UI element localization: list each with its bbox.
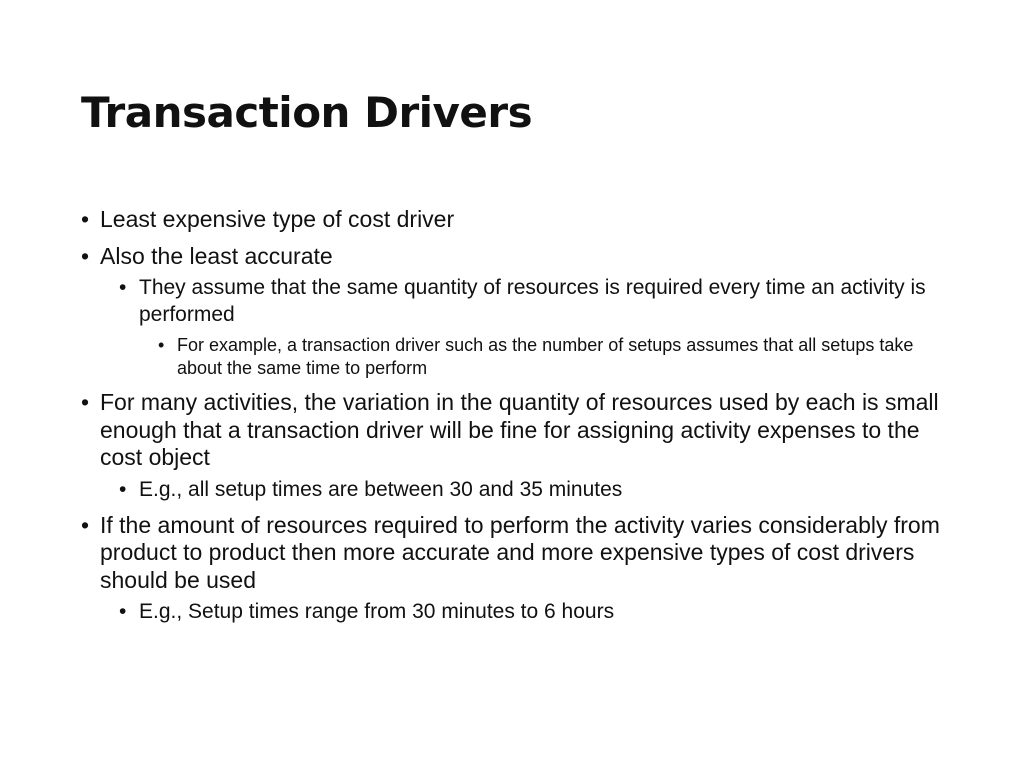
bullet-dot-icon: • bbox=[119, 276, 127, 299]
bullet-text: Also the least accurate bbox=[100, 242, 333, 269]
bullet-dot-icon: • bbox=[81, 242, 90, 269]
bullet-item bbox=[81, 206, 941, 234]
bullet-text: They assume that the same quantity of resources is required every time an activity is performed bbox=[139, 276, 926, 326]
bullet-item bbox=[81, 512, 941, 595]
bullet-text: For example, a transaction driver such as the number of setups assumes that all setups take about the same time to perform bbox=[177, 335, 914, 378]
bullet-dot-icon: • bbox=[81, 511, 90, 538]
bullet-dot-icon: • bbox=[81, 389, 90, 415]
slide-body bbox=[81, 206, 941, 625]
sub-bullet-item bbox=[81, 598, 941, 625]
sub-bullet-item bbox=[81, 274, 941, 328]
bullet-text: If the amount of resources required to perform the activity varies considerably from product to product then more accurate and more expensive types of cost drivers should be used bbox=[100, 511, 940, 593]
bullet-dot-icon: • bbox=[119, 600, 127, 623]
bullet-text: For many activities, the variation in the quantity of resources used by each is small enough that a transaction driver will be fine for assigning activity expenses to the cost object bbox=[100, 389, 939, 470]
sub-sub-bullet-item bbox=[81, 334, 941, 380]
bullet-dot-icon: • bbox=[81, 206, 90, 232]
slide-title: Transaction Drivers bbox=[81, 88, 533, 137]
bullet-text: E.g., all setup times are between 30 and 35 minutes bbox=[139, 477, 623, 501]
bullet-dot-icon: • bbox=[158, 335, 165, 355]
bullet-text: E.g., Setup times range from 30 minutes to 6 hours bbox=[139, 600, 615, 623]
bullet-text: Least expensive type of cost driver bbox=[100, 206, 455, 232]
bullet-item bbox=[81, 243, 941, 271]
sub-bullet-item bbox=[81, 476, 941, 503]
bullet-item bbox=[81, 389, 941, 472]
bullet-dot-icon: • bbox=[119, 477, 127, 501]
